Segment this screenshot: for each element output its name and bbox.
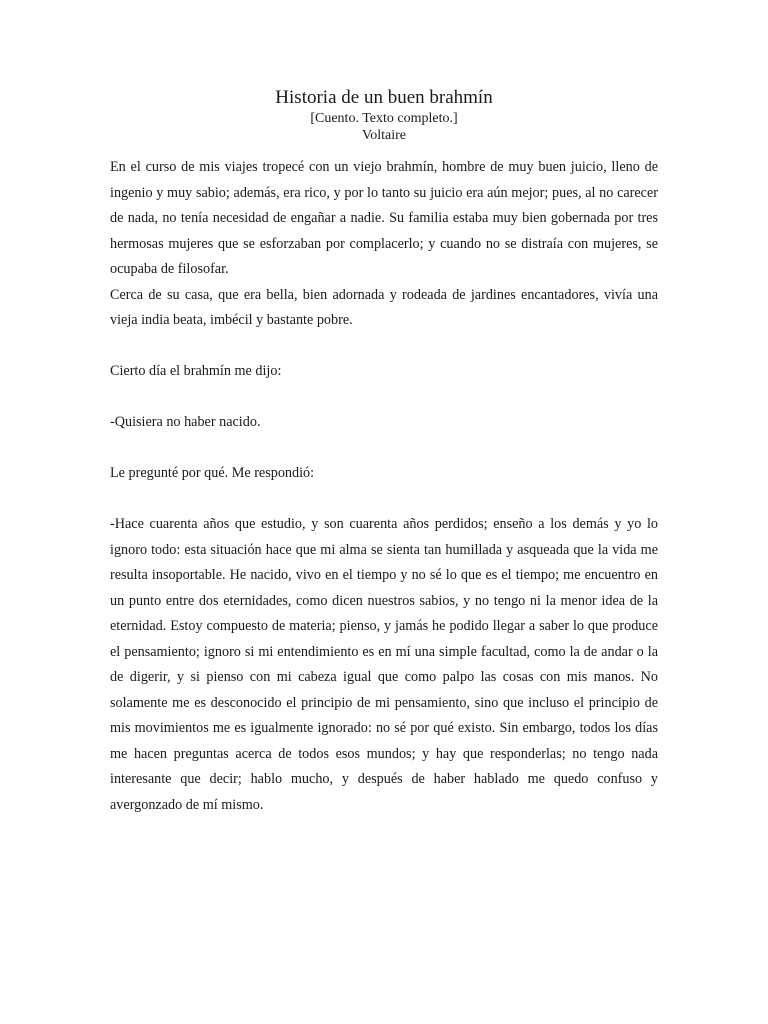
paragraph: -Hace cuarenta años que estudio, y son cuarenta años perdidos; enseño a los demás y yo lo ignoro todo: esta situación hace que mi alma se sienta tan humillada y asqueada que la vida me resulta insoportable. He nacido, vivo en el tiempo y no sé lo que es el tiempo; me encuentro en un punto entre dos eternidades, como dicen nuestros sabios, y no tengo ni la menor idea de la eternidad. Estoy compuesto de materia; pienso, y jamás he podido llegar a saber lo que produce el pensamiento; ignoro si mi entendimiento es en mí una simple facultad, como la de andar o la de digerir, y si pienso con mi cabeza igual que como palpo las cosas con mis manos. No solamente me es desconocido el principio de mi pensamiento, sino que incluso el principio de mis movimientos me es igualmente ignorado: no sé por qué existo. Sin embargo, todos los días me hacen preguntas acerca de todos esos mundos; y hay que responderlas; no tengo nada interesante que decir; hablo mucho, y después de haber hablado me quedo confuso y avergonzado de mí mismo.: [110, 516, 658, 813]
document-body: [110, 155, 658, 818]
paragraph-spacer: [110, 436, 658, 462]
document-subtitle: [Cuento. Texto completo.]: [310, 111, 458, 126]
document-title: Historia de un buen brahmín: [275, 87, 493, 108]
document-author: Voltaire: [361, 128, 407, 143]
document-header: [0, 86, 768, 144]
paragraph-spacer: [110, 385, 658, 411]
paragraph: En el curso de mis viajes tropecé con un viejo brahmín, hombre de muy buen juicio, lleno de ingenio y muy sabio; además, era rico, y por lo tanto su juicio era aún mejor; pues, al no carecer de nada, no tenía necesidad de engañar a nadie. Su familia estaba muy bien gobernada por tres hermosas mujeres que se esforzaban por complacerlo; y cuando no se distraía con mujeres, se ocupaba de filosofar.: [110, 159, 658, 277]
paragraph-spacer: [110, 487, 658, 513]
paragraph: -Quisiera no haber nacido.: [110, 414, 261, 430]
paragraph: Cierto día el brahmín me dijo:: [110, 363, 282, 379]
paragraph: Le pregunté por qué. Me respondió:: [110, 465, 315, 481]
paragraph: Cerca de su casa, que era bella, bien adornada y rodeada de jardines encantadores, vivía una vieja india beata, imbécil y bastante pobre.: [110, 286, 658, 328]
paragraph-spacer: [110, 334, 658, 360]
